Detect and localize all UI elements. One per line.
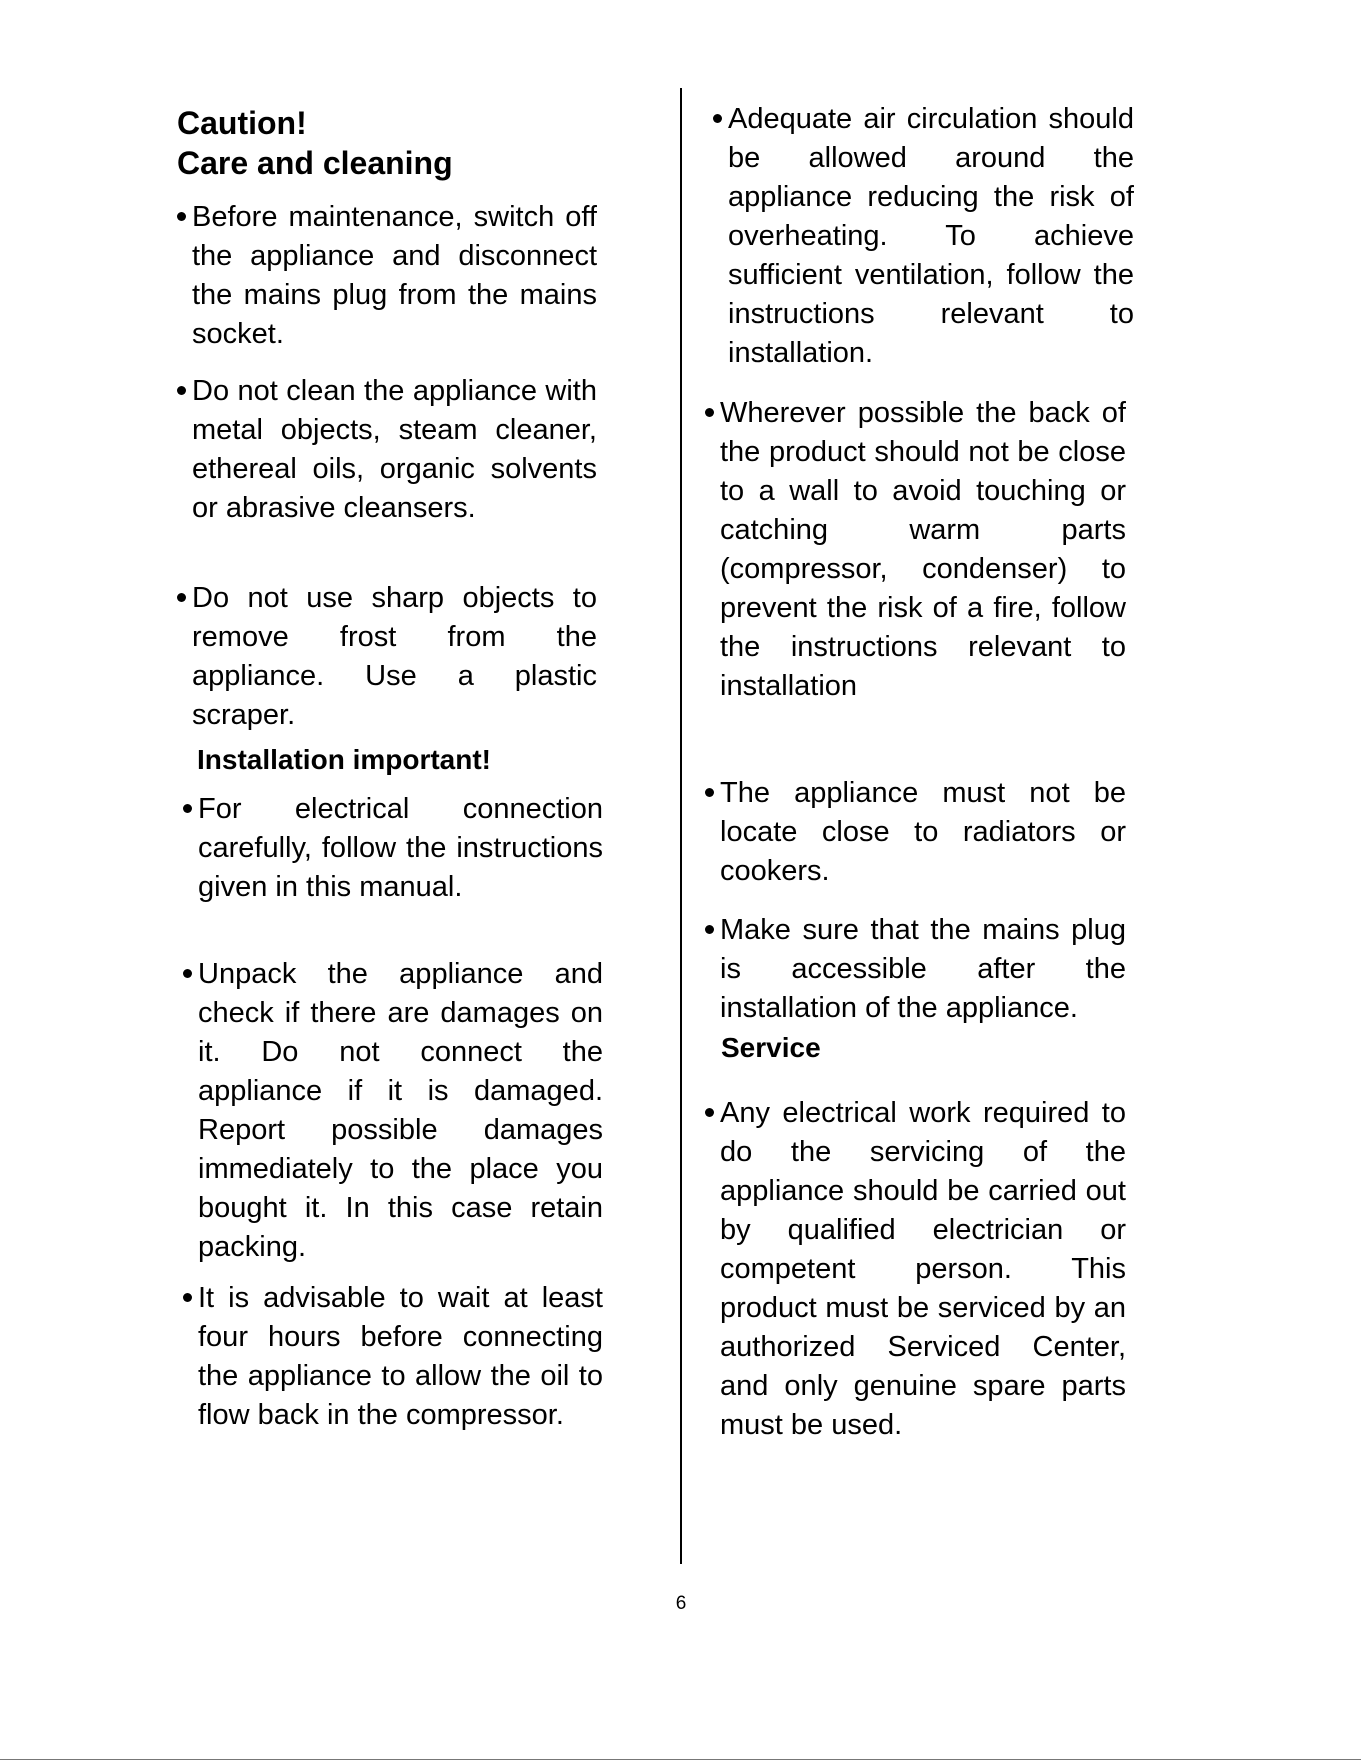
care-item-maintenance (192, 198, 597, 354)
bullet-icon (177, 593, 186, 602)
bullet-icon (177, 386, 186, 395)
installation-item-mains-plug-access (720, 911, 1126, 1028)
installation-item-text: It is advisable to wait at least four hours before connecting the appliance to allow the oil to flow back in the compressor. (198, 1282, 603, 1431)
installation-important-heading: Installation important! (197, 744, 491, 775)
installation-item-wait-four-hours (198, 1279, 603, 1435)
installation-item-back-of-product (720, 394, 1126, 706)
bullet-icon (183, 1293, 192, 1302)
care-item-text: Do not clean the appliance with metal objects, steam cleaner, ethereal oils, organic solvents or abrasive cleansers. (192, 375, 597, 524)
caution-heading: Caution! (177, 105, 307, 141)
bottom-rule (0, 1759, 1361, 1760)
bullet-icon (705, 408, 714, 417)
installation-item-text: Wherever possible the back of the product should not be close to a wall to avoid touching or catching warm parts (compressor, condenser) to prevent the risk of a fire, follow the instructions relevant to installation (720, 397, 1126, 702)
installation-item-radiators (720, 774, 1126, 891)
page-number: 6 (675, 1593, 687, 1614)
care-item-cleaning-agents (192, 372, 597, 528)
column-divider (680, 88, 682, 1564)
bullet-icon (183, 969, 192, 978)
care-and-cleaning-heading: Care and cleaning (177, 145, 453, 181)
care-item-sharp-objects (192, 579, 597, 735)
installation-item-text: Make sure that the mains plug is accessible after the installation of the appliance. (720, 914, 1126, 1024)
service-item-text: Any electrical work required to do the servicing of the appliance should be carried out by qualified electrician or competent person. This product must be serviced by an authorized Serviced Center, and only genuine spare parts must be used. (720, 1097, 1126, 1441)
installation-item-text: Unpack the appliance and check if there are damages on it. Do not connect the appliance if it is damaged. Report possible damages immediately to the place you bought it. In this case retain packing. (198, 958, 603, 1263)
service-item-electrical-work (720, 1094, 1126, 1445)
installation-item-text: For electrical connection carefully, follow the instructions given in this manual. (198, 793, 603, 903)
bullet-icon (183, 804, 192, 813)
installation-item-unpack (198, 955, 603, 1267)
bullet-icon (705, 925, 714, 934)
bullet-icon (713, 114, 722, 123)
installation-item-text: The appliance must not be locate close to radiators or cookers. (720, 777, 1126, 887)
service-heading: Service (721, 1032, 821, 1063)
care-item-text: Before maintenance, switch off the appliance and disconnect the mains plug from the mains socket. (192, 201, 597, 350)
care-item-text: Do not use sharp objects to remove frost from the appliance. Use a plastic scraper. (192, 582, 597, 731)
bullet-icon (705, 1108, 714, 1117)
installation-item-electrical-connection (198, 790, 603, 907)
installation-item-air-circulation (728, 100, 1134, 373)
bullet-icon (705, 788, 714, 797)
bullet-icon (177, 212, 186, 221)
installation-item-text: Adequate air circulation should be allowed around the appliance reducing the risk of overheating. To achieve sufficient ventilation, follow the instructions relevant to installation. (728, 103, 1134, 369)
